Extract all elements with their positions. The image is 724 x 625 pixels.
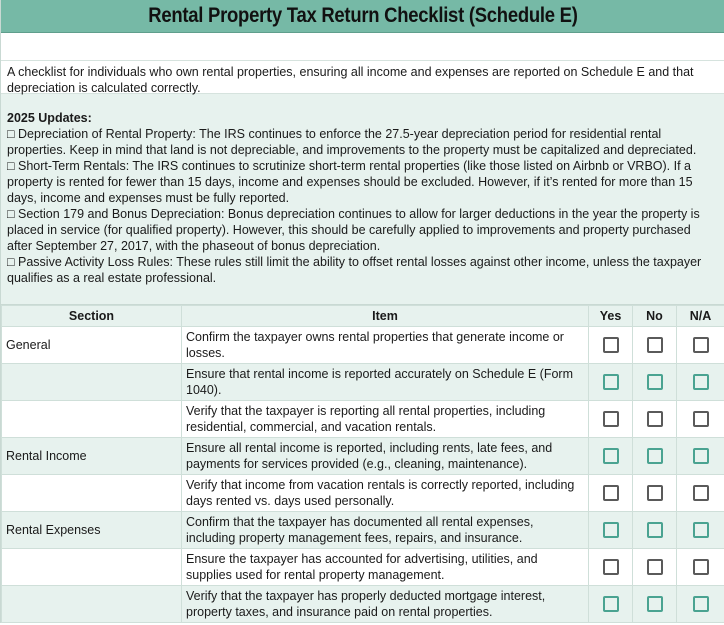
- section-cell: [2, 549, 182, 586]
- yes-checkbox[interactable]: [603, 411, 619, 427]
- section-cell: Rental Expenses: [2, 512, 182, 549]
- item-cell: Verify that the taxpayer is reporting all rental properties, including residential, commercial, and vacation rentals.: [182, 401, 589, 438]
- section-cell: [2, 364, 182, 401]
- section-cell: [2, 475, 182, 512]
- item-cell: Ensure the taxpayer has accounted for advertising, utilities, and supplies used for rental property management.: [182, 549, 589, 586]
- item-cell: Ensure that rental income is reported accurately on Schedule E (Form 1040).: [182, 364, 589, 401]
- table-row: [2, 475, 724, 512]
- item-cell: Ensure all rental income is reported, including rents, late fees, and payments for services provided (e.g., cleaning, maintenance).: [182, 438, 589, 475]
- yes-checkbox[interactable]: [603, 485, 619, 501]
- section-cell: [2, 401, 182, 438]
- table-row: [2, 327, 724, 364]
- na-checkbox[interactable]: [693, 337, 709, 353]
- header-item: Item: [182, 306, 589, 327]
- na-checkbox[interactable]: [693, 411, 709, 427]
- section-cell: [2, 586, 182, 623]
- no-checkbox[interactable]: [647, 559, 663, 575]
- no-checkbox[interactable]: [647, 448, 663, 464]
- updates-heading: 2025 Updates:: [7, 111, 92, 125]
- header-section: Section: [2, 306, 182, 327]
- item-cell: Confirm the taxpayer owns rental properties that generate income or losses.: [182, 327, 589, 364]
- na-checkbox[interactable]: [693, 448, 709, 464]
- header-na: N/A: [677, 306, 724, 327]
- na-checkbox[interactable]: [693, 559, 709, 575]
- update-passive-activity: □ Passive Activity Loss Rules: These rules still limit the ability to offset rental losses against other income, unless the taxpayer qualifies as a real estate professional.: [7, 255, 702, 285]
- na-checkbox[interactable]: [693, 485, 709, 501]
- title-bar: [1, 0, 724, 33]
- no-checkbox[interactable]: [647, 411, 663, 427]
- yes-checkbox[interactable]: [603, 522, 619, 538]
- no-checkbox[interactable]: [647, 374, 663, 390]
- table-row: [2, 549, 724, 586]
- update-short-term-rentals: □ Short-Term Rentals: The IRS continues to scrutinize short-term rental properties (like those listed on Airbnb or VRBO). If a property is rented for fewer than 15 days, income and expenses should be excluded. However, if it’s rented for more than 15 days, income and expenses must be fully reported.: [7, 159, 693, 205]
- no-checkbox[interactable]: [647, 337, 663, 353]
- yes-checkbox[interactable]: [603, 559, 619, 575]
- na-checkbox[interactable]: [693, 374, 709, 390]
- updates-block: [1, 94, 724, 305]
- table-row: [2, 586, 724, 623]
- header-no: No: [633, 306, 677, 327]
- table-row: [2, 401, 724, 438]
- table-row: [2, 438, 724, 475]
- no-checkbox[interactable]: [647, 596, 663, 612]
- checklist-table: [1, 305, 724, 623]
- section-cell: Rental Income: [2, 438, 182, 475]
- yes-checkbox[interactable]: [603, 596, 619, 612]
- description: A checklist for individuals who own rental properties, ensuring all income and expenses are reported on Schedule E and that depreciation is calculated correctly.: [1, 61, 724, 94]
- header-yes: Yes: [589, 306, 633, 327]
- na-checkbox[interactable]: [693, 522, 709, 538]
- update-depreciation: □ Depreciation of Rental Property: The IRS continues to enforce the 27.5-year depreciation period for residential rental properties. Keep in mind that land is not depreciable, and improvements to the property must be capitalized and depreciated.: [7, 127, 697, 157]
- yes-checkbox[interactable]: [603, 374, 619, 390]
- no-checkbox[interactable]: [647, 485, 663, 501]
- update-section-179: □ Section 179 and Bonus Depreciation: Bonus depreciation continues to allow for larger deductions in the year the property is placed in service (for qualified property). However, this should be carefully applied to improvements and property purchased after September 27, 2017, with the phaseout of bonus depreciation.: [7, 207, 700, 253]
- item-cell: Verify that income from vacation rentals is correctly reported, including days rented vs. days used personally.: [182, 475, 589, 512]
- table-row: [2, 512, 724, 549]
- page-title: Rental Property Tax Return Checklist (Schedule E): [147, 4, 578, 27]
- blank-row: [1, 33, 724, 61]
- section-cell: General: [2, 327, 182, 364]
- yes-checkbox[interactable]: [603, 337, 619, 353]
- na-checkbox[interactable]: [693, 596, 709, 612]
- item-cell: Verify that the taxpayer has properly deducted mortgage interest, property taxes, and insurance paid on rental properties.: [182, 586, 589, 623]
- table-row: [2, 364, 724, 401]
- item-cell: Confirm that the taxpayer has documented all rental expenses, including property management fees, repairs, and insurance.: [182, 512, 589, 549]
- no-checkbox[interactable]: [647, 522, 663, 538]
- table-header-row: [2, 306, 724, 327]
- yes-checkbox[interactable]: [603, 448, 619, 464]
